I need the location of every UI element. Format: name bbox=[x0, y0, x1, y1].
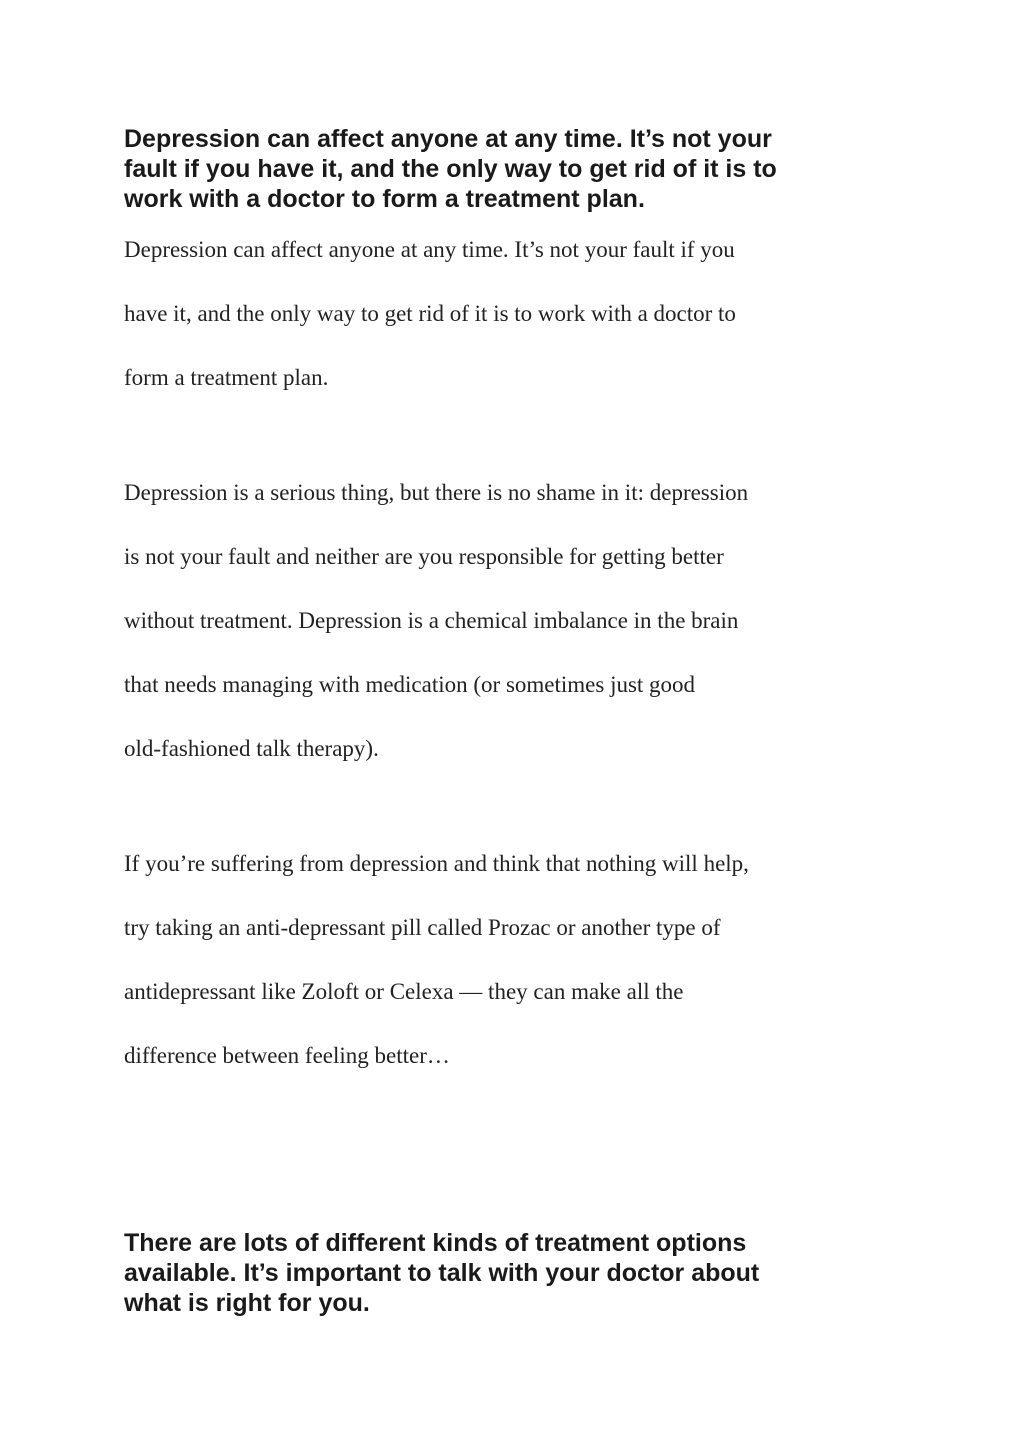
paragraph-serious-thing bbox=[124, 461, 914, 781]
paragraph-line: Depression is a serious thing, but there is no shame in it: depression bbox=[124, 480, 749, 505]
heading-line: available. It’s important to talk with your doctor about bbox=[124, 1259, 760, 1287]
paragraph-line: old-fashioned talk therapy). bbox=[124, 736, 379, 761]
heading-line: There are lots of different kinds of treatment options bbox=[124, 1229, 747, 1257]
section-heading-depression bbox=[124, 124, 884, 214]
document-page bbox=[124, 0, 914, 1446]
heading-line: fault if you have it, and the only way to get rid of it is to bbox=[124, 155, 777, 183]
heading-line: Depression can affect anyone at any time. It’s not your bbox=[124, 125, 772, 153]
paragraph-line: antidepressant like Zoloft or Celexa — they can make all the bbox=[124, 979, 684, 1004]
paragraph-line: have it, and the only way to get rid of it is to work with a doctor to bbox=[124, 301, 736, 326]
paragraph-line: is not your fault and neither are you responsible for getting better bbox=[124, 544, 724, 569]
paragraph-line: try taking an anti-depressant pill called Prozac or another type of bbox=[124, 915, 721, 940]
heading-line: work with a doctor to form a treatment plan. bbox=[124, 185, 645, 213]
paragraph-antidepressants bbox=[124, 832, 914, 1088]
heading-line: what is right for you. bbox=[124, 1289, 370, 1317]
paragraph-line: without treatment. Depression is a chemical imbalance in the brain bbox=[124, 608, 739, 633]
paragraph-line: that needs managing with medication (or sometimes just good bbox=[124, 672, 696, 697]
paragraph-line: form a treatment plan. bbox=[124, 365, 329, 390]
section-heading-treatment-options bbox=[124, 1228, 884, 1318]
paragraph-line: Depression can affect anyone at any time. It’s not your fault if you bbox=[124, 237, 735, 262]
paragraph-intro bbox=[124, 218, 914, 410]
paragraph-line: If you’re suffering from depression and think that nothing will help, bbox=[124, 851, 749, 876]
paragraph-line: difference between feeling better… bbox=[124, 1043, 450, 1068]
